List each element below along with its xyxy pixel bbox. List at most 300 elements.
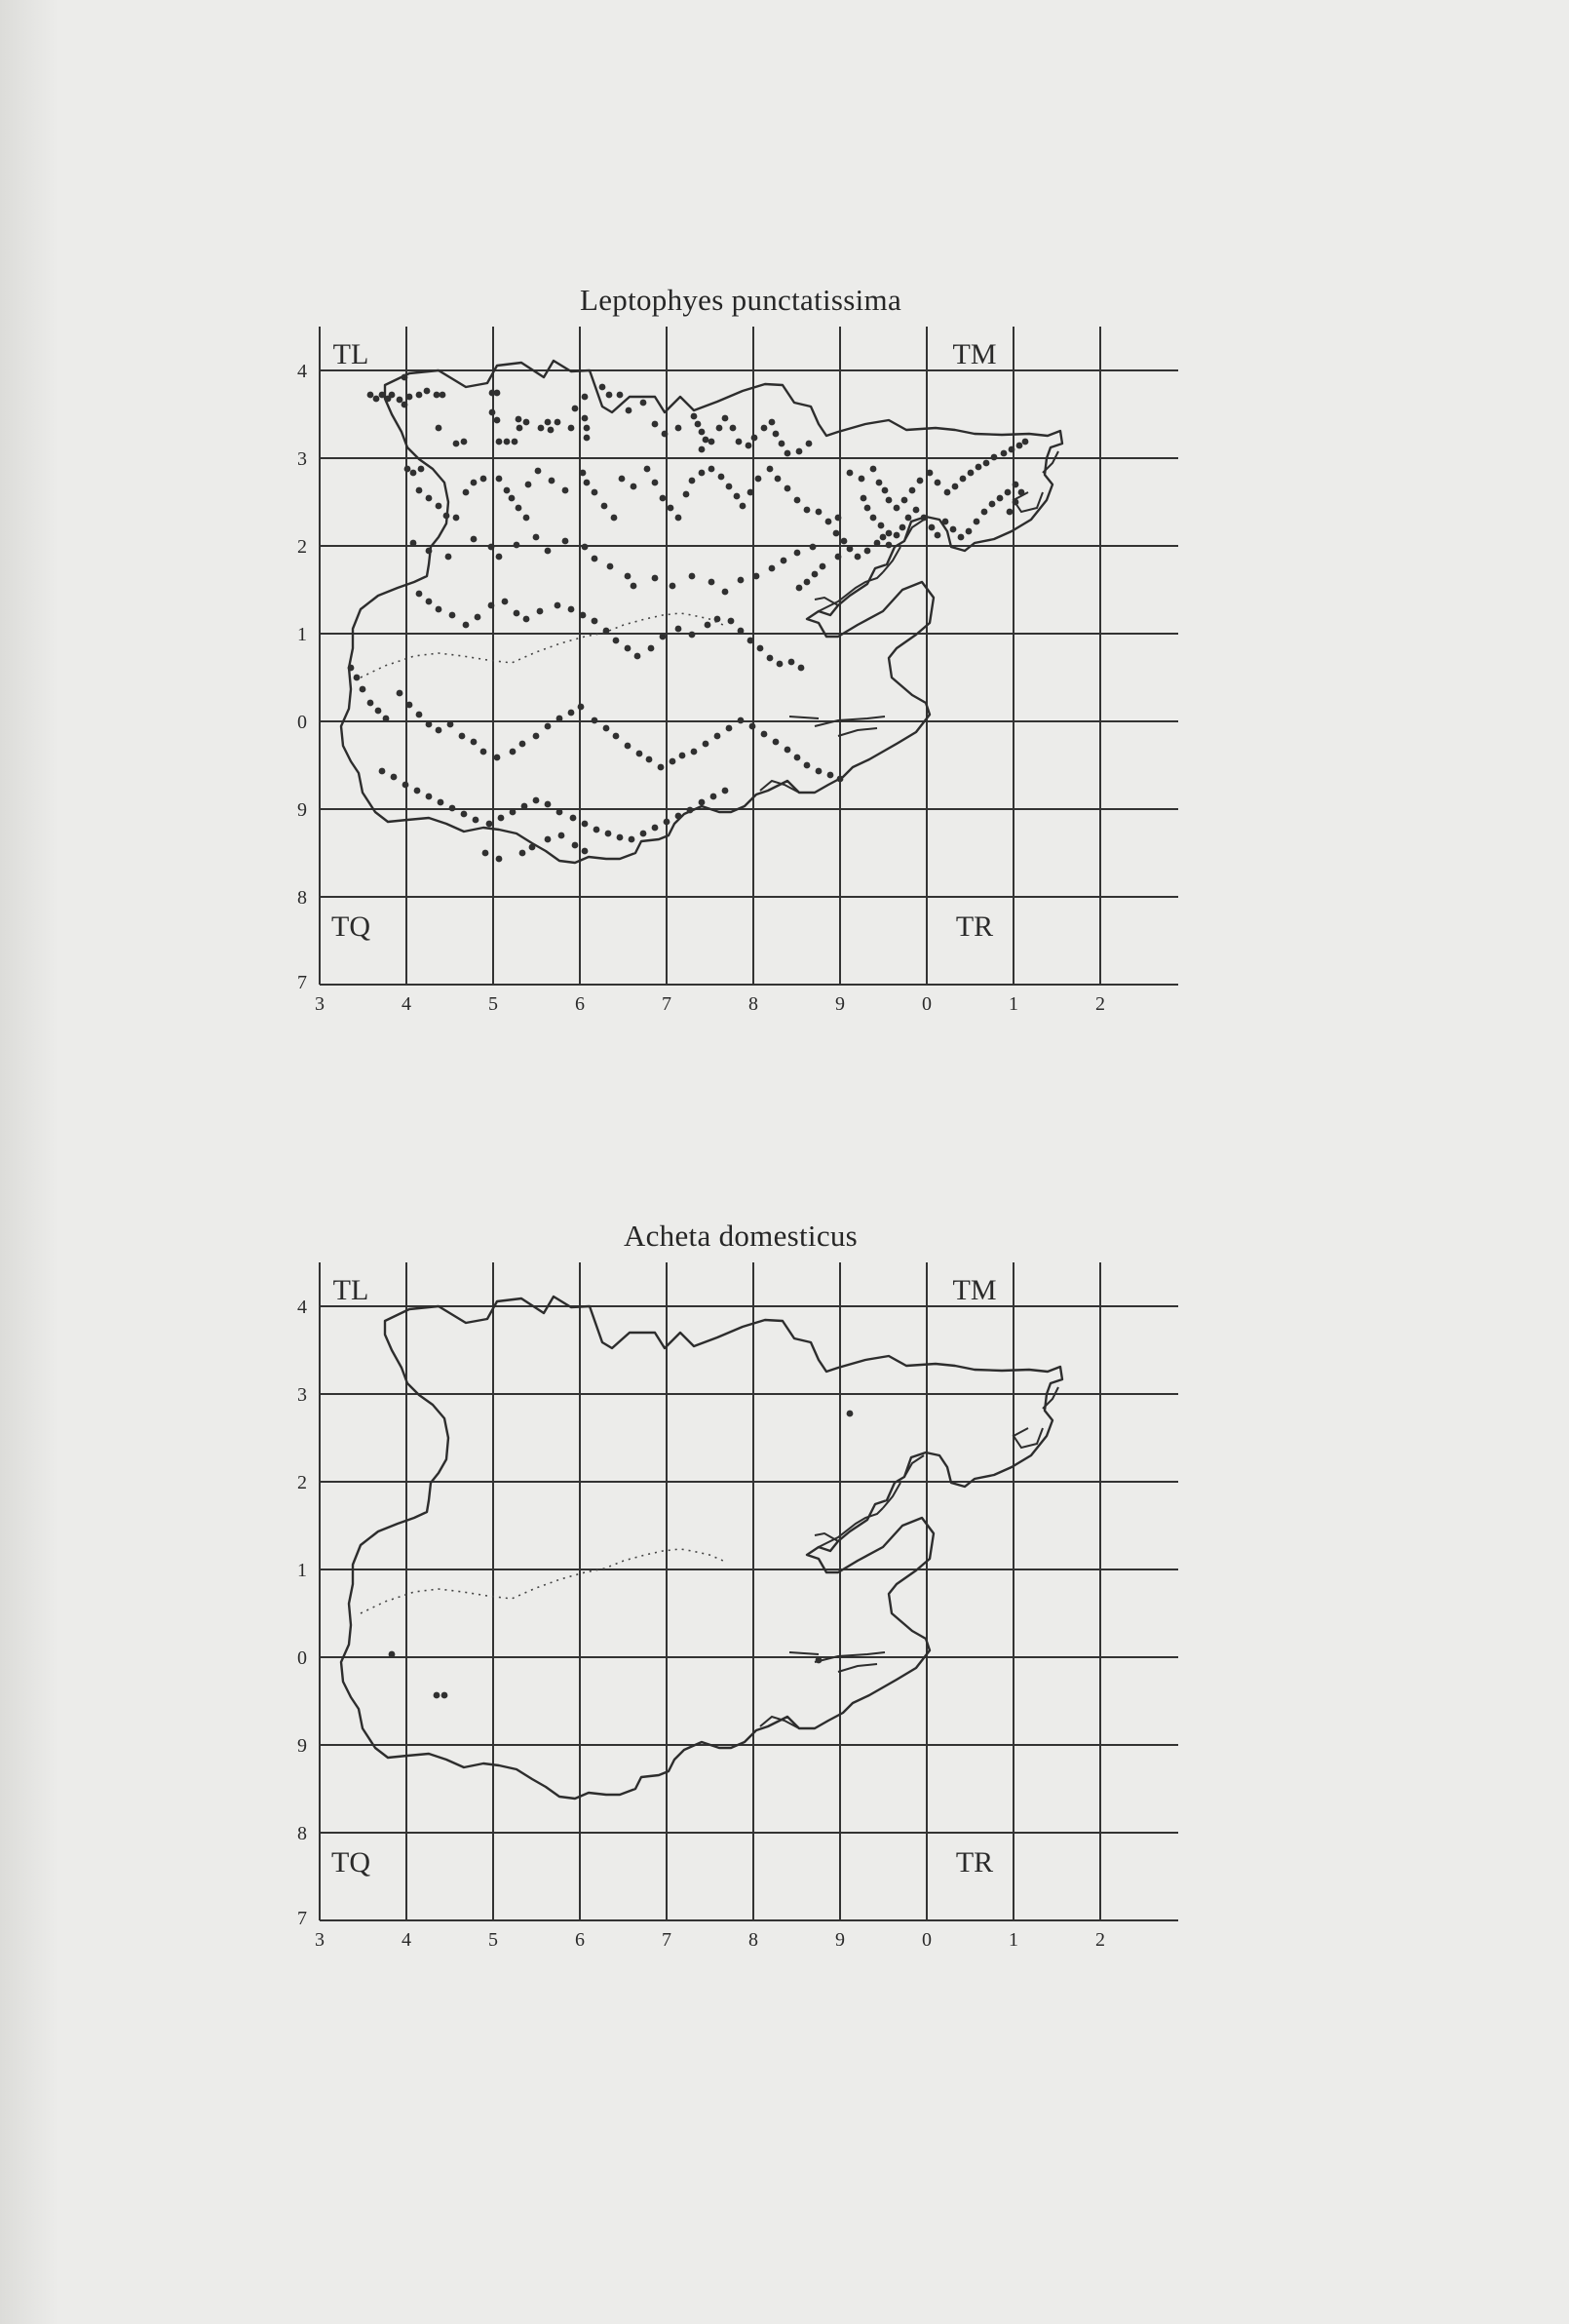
- estuary-line: [838, 728, 877, 736]
- record-dot: [886, 542, 893, 549]
- easting-label: 8: [748, 1929, 758, 1951]
- record-dot: [445, 554, 452, 561]
- record-dot: [379, 392, 386, 399]
- record-dot: [1013, 499, 1019, 506]
- record-dot: [617, 834, 624, 841]
- record-dot: [584, 425, 591, 432]
- record-dot: [504, 487, 511, 494]
- record-dot: [705, 622, 711, 629]
- record-dot: [426, 721, 433, 728]
- record-dot: [757, 645, 764, 652]
- record-dot: [746, 443, 752, 449]
- record-dot: [631, 583, 637, 590]
- record-dot: [777, 661, 784, 668]
- record-dot: [603, 725, 610, 732]
- record-dot: [441, 1692, 448, 1699]
- easting-label: 6: [575, 993, 585, 1015]
- estuary-line: [789, 717, 819, 718]
- record-dot: [738, 577, 745, 584]
- record-dot: [755, 476, 762, 483]
- record-dot: [533, 733, 540, 740]
- record-dot: [874, 540, 881, 547]
- record-dot: [538, 425, 545, 432]
- record-dot: [443, 513, 450, 520]
- record-dot: [572, 406, 579, 412]
- record-dot: [899, 524, 906, 531]
- easting-label: 3: [315, 1929, 325, 1951]
- record-dot: [404, 466, 411, 473]
- record-dot: [958, 534, 965, 541]
- record-dot: [436, 425, 442, 432]
- record-dot: [749, 723, 756, 730]
- record-dot: [625, 645, 631, 652]
- record-dot: [549, 478, 555, 484]
- record-dot: [1009, 446, 1015, 453]
- record-dot: [406, 394, 413, 401]
- record-dot: [691, 749, 698, 755]
- record-dot: [816, 768, 823, 775]
- record-dot: [736, 439, 743, 445]
- record-dot: [402, 782, 409, 789]
- record-dot: [679, 753, 686, 759]
- record-dot: [582, 415, 589, 422]
- record-dot: [648, 645, 655, 652]
- record-dot: [652, 480, 659, 486]
- easting-label: 4: [402, 1929, 411, 1951]
- record-dot: [710, 794, 717, 800]
- record-dot: [670, 758, 676, 765]
- northing-label: 7: [297, 972, 307, 993]
- record-dot: [436, 503, 442, 510]
- record-dot: [927, 470, 934, 477]
- record-dot: [488, 544, 495, 551]
- record-dot: [525, 482, 532, 488]
- record-dot: [726, 484, 733, 490]
- record-dot: [1016, 443, 1023, 449]
- record-dot: [825, 519, 832, 525]
- record-dot: [714, 616, 721, 623]
- record-dot: [529, 844, 536, 851]
- northing-label: 2: [297, 536, 307, 558]
- easting-label: 1: [1009, 1929, 1018, 1951]
- record-dot: [582, 848, 589, 855]
- record-dot: [383, 716, 390, 722]
- record-dot: [880, 534, 887, 541]
- record-dot: [482, 850, 489, 857]
- record-dot: [944, 489, 951, 496]
- map-title: Acheta domesticus: [623, 1219, 859, 1253]
- record-dot: [517, 425, 523, 432]
- record-dot: [781, 558, 787, 564]
- record-dot: [418, 466, 425, 473]
- record-dot: [652, 575, 659, 582]
- record-dot: [354, 675, 361, 681]
- record-dot: [471, 536, 478, 543]
- record-dot: [689, 478, 696, 484]
- record-dot: [625, 743, 631, 750]
- record-dot: [652, 421, 659, 428]
- record-dot: [397, 690, 403, 697]
- record-dot: [708, 466, 715, 473]
- record-dot: [535, 468, 542, 475]
- record-dot: [375, 708, 382, 715]
- record-dot: [416, 591, 423, 598]
- easting-label: 8: [748, 993, 758, 1015]
- record-dot: [488, 602, 495, 609]
- record-dot: [769, 419, 776, 426]
- record-dot: [718, 474, 725, 481]
- record-dot: [613, 638, 620, 644]
- record-dot: [861, 495, 867, 502]
- record-dot: [391, 774, 398, 781]
- record-dot: [545, 801, 552, 808]
- record-dot: [498, 815, 505, 822]
- record-dot: [728, 618, 735, 625]
- record-dot: [562, 538, 569, 545]
- record-dot: [519, 741, 526, 748]
- record-dot: [708, 439, 715, 445]
- record-dot: [886, 497, 893, 504]
- record-dot: [373, 396, 380, 403]
- grid-square-label-sw: TQ: [331, 910, 370, 943]
- record-dot: [779, 441, 785, 447]
- dotted-boundary: [361, 1549, 723, 1613]
- record-dot: [989, 501, 996, 508]
- northing-label: 9: [297, 1735, 307, 1757]
- record-dot: [668, 505, 674, 512]
- record-dot: [640, 831, 647, 837]
- record-dot: [894, 505, 900, 512]
- record-dot: [812, 571, 819, 578]
- record-dot: [935, 532, 941, 539]
- record-dot: [626, 407, 632, 414]
- record-dot: [592, 717, 598, 724]
- northing-label: 8: [297, 1823, 307, 1844]
- record-dot: [1022, 439, 1029, 445]
- record-dot: [582, 544, 589, 551]
- record-dot: [703, 741, 709, 748]
- easting-label: 3: [315, 993, 325, 1015]
- record-dot: [775, 476, 782, 483]
- record-dot: [426, 599, 433, 605]
- record-dot: [859, 476, 865, 483]
- record-dot: [640, 400, 647, 407]
- record-dot: [929, 524, 936, 531]
- record-dot: [767, 655, 774, 662]
- record-dot: [389, 1651, 396, 1658]
- record-dot: [864, 505, 871, 512]
- estuary-line: [838, 1664, 877, 1672]
- record-dot: [835, 554, 842, 561]
- northing-label: 7: [297, 1908, 307, 1929]
- record-dot: [935, 480, 941, 486]
- record-dot: [480, 476, 487, 483]
- record-dot: [512, 439, 518, 445]
- record-dot: [516, 505, 522, 512]
- record-dot: [434, 1692, 440, 1699]
- record-dot: [489, 409, 496, 416]
- easting-label: 7: [662, 993, 671, 1015]
- record-dot: [816, 1657, 823, 1664]
- northing-label: 9: [297, 799, 307, 821]
- record-dot: [804, 579, 811, 586]
- record-dot: [882, 487, 889, 494]
- record-dot: [835, 515, 842, 522]
- record-dot: [687, 807, 694, 814]
- record-dot: [494, 417, 501, 424]
- record-dot: [426, 548, 433, 555]
- record-dot: [1001, 450, 1008, 457]
- record-dot: [367, 700, 374, 707]
- record-dot: [841, 538, 848, 545]
- record-dot: [360, 686, 366, 693]
- easting-label: 6: [575, 1929, 585, 1951]
- record-dot: [966, 528, 973, 535]
- record-dot: [548, 427, 555, 434]
- northing-label: 4: [297, 361, 307, 382]
- record-dot: [555, 419, 561, 426]
- record-dot: [714, 733, 721, 740]
- record-dot: [605, 831, 612, 837]
- record-dot: [722, 589, 729, 596]
- record-dot: [516, 416, 522, 423]
- record-dot: [847, 470, 854, 477]
- record-dot: [367, 392, 374, 399]
- map-title: Leptophyes punctatissima: [579, 283, 902, 317]
- record-dot: [876, 480, 883, 486]
- record-dot: [1013, 482, 1019, 488]
- record-dot: [913, 507, 920, 514]
- easting-label: 2: [1095, 1929, 1105, 1951]
- record-dot: [804, 507, 811, 514]
- record-dot: [603, 628, 610, 635]
- record-dot: [631, 484, 637, 490]
- record-dot: [997, 495, 1004, 502]
- record-dot: [449, 805, 456, 812]
- record-dot: [514, 542, 520, 549]
- record-dot: [625, 573, 631, 580]
- record-dot: [471, 739, 478, 746]
- record-dot: [410, 540, 417, 547]
- record-dot: [784, 450, 791, 457]
- record-dot: [981, 509, 988, 516]
- record-dot: [827, 772, 834, 779]
- record-dot: [670, 583, 676, 590]
- record-dot: [761, 731, 768, 738]
- easting-label: 5: [488, 1929, 498, 1951]
- record-dot: [847, 546, 854, 553]
- record-dot: [580, 612, 587, 619]
- record-dot: [660, 634, 667, 640]
- record-dot: [870, 466, 877, 473]
- record-dot: [592, 489, 598, 496]
- record-dot: [397, 397, 403, 404]
- record-dot: [804, 762, 811, 769]
- record-dot: [568, 710, 575, 717]
- record-dot: [379, 768, 386, 775]
- record-dot: [471, 480, 478, 486]
- record-dot: [570, 815, 577, 822]
- record-dot: [664, 819, 670, 826]
- record-dot: [424, 388, 431, 395]
- record-dot: [806, 441, 813, 447]
- record-dot: [794, 550, 801, 557]
- record-dot: [660, 495, 667, 502]
- record-dot: [463, 489, 470, 496]
- record-dot: [767, 466, 774, 473]
- record-dot: [820, 563, 826, 570]
- record-dot: [716, 425, 723, 432]
- record-dot: [436, 606, 442, 613]
- record-dot: [738, 628, 745, 635]
- record-dot: [634, 653, 641, 660]
- record-dot: [662, 431, 669, 438]
- record-dot: [689, 632, 696, 639]
- record-dot: [798, 665, 805, 672]
- grid-square-label-ne: TM: [952, 1274, 997, 1306]
- record-dot: [416, 487, 423, 494]
- record-dot: [475, 614, 481, 621]
- distribution-map-leptophyes: [292, 283, 1189, 1082]
- record-dot: [983, 460, 990, 467]
- record-dot: [950, 526, 957, 533]
- record-dot: [599, 384, 606, 391]
- easting-label: 0: [922, 1929, 932, 1951]
- record-dot: [438, 799, 444, 806]
- record-dot: [942, 519, 949, 525]
- record-dot: [545, 548, 552, 555]
- record-dot: [738, 717, 745, 724]
- record-dot: [644, 466, 651, 473]
- record-dot: [523, 419, 530, 426]
- record-dot: [974, 519, 980, 525]
- record-dot: [426, 794, 433, 800]
- record-dot: [414, 788, 421, 794]
- record-dot: [878, 523, 885, 529]
- record-dot: [449, 612, 456, 619]
- record-dot: [537, 608, 544, 615]
- record-dot: [1018, 489, 1025, 496]
- record-dot: [747, 489, 754, 496]
- record-dot: [601, 503, 608, 510]
- easting-label: 4: [402, 993, 411, 1015]
- record-dot: [837, 776, 844, 783]
- record-dot: [784, 747, 791, 754]
- grid-square-label-se: TR: [955, 1846, 994, 1879]
- record-dot: [436, 727, 442, 734]
- grid-square-label-nw: TL: [332, 1274, 369, 1306]
- record-dot: [855, 554, 861, 561]
- easting-label: 2: [1095, 993, 1105, 1015]
- record-dot: [722, 415, 729, 422]
- record-dot: [991, 454, 998, 461]
- record-dot: [699, 446, 706, 453]
- record-dot: [886, 530, 893, 537]
- record-dot: [773, 739, 780, 746]
- estuary-line: [819, 572, 883, 611]
- record-dot: [584, 480, 591, 486]
- record-dot: [461, 439, 468, 445]
- record-dot: [440, 392, 446, 399]
- grid-square-label-se: TR: [955, 910, 994, 943]
- record-dot: [416, 712, 423, 718]
- record-dot: [592, 556, 598, 562]
- easting-label: 9: [835, 993, 845, 1015]
- county-outline: [341, 361, 1062, 863]
- record-dot: [675, 626, 682, 633]
- record-dot: [658, 764, 665, 771]
- record-dot: [426, 495, 433, 502]
- easting-label: 9: [835, 1929, 845, 1951]
- northing-label: 1: [297, 624, 307, 645]
- record-dot: [519, 850, 526, 857]
- easting-label: 5: [488, 993, 498, 1015]
- record-dot: [699, 799, 706, 806]
- record-dot: [796, 585, 803, 592]
- record-dot: [509, 495, 516, 502]
- easting-label: 0: [922, 993, 932, 1015]
- northing-label: 2: [297, 1472, 307, 1493]
- grid-square-label-nw: TL: [332, 338, 369, 370]
- record-dot: [459, 733, 466, 740]
- record-dot: [480, 749, 487, 755]
- record-dot: [453, 441, 460, 447]
- record-dot: [847, 1411, 854, 1417]
- record-dot: [402, 402, 408, 408]
- record-dot: [556, 809, 563, 816]
- record-dot: [389, 392, 396, 399]
- record-dot: [773, 431, 780, 438]
- map-canvas: [292, 1262, 1189, 2003]
- record-dot: [494, 390, 501, 397]
- record-dot: [434, 392, 440, 399]
- record-dot: [617, 392, 624, 399]
- grid-square-label-ne: TM: [952, 338, 997, 370]
- easting-label: 7: [662, 1929, 671, 1951]
- record-dot: [572, 842, 579, 849]
- record-dot: [406, 702, 413, 709]
- record-dot: [864, 548, 871, 555]
- record-dot: [611, 515, 618, 522]
- record-dot: [629, 836, 635, 843]
- record-dot: [592, 618, 598, 625]
- record-dot: [784, 485, 791, 492]
- record-dot: [348, 665, 355, 672]
- record-dot: [521, 803, 528, 810]
- record-dot: [473, 817, 479, 824]
- distribution-map-acheta: [292, 1219, 1189, 2018]
- record-dot: [578, 704, 585, 711]
- record-dot: [796, 448, 803, 455]
- record-dot: [794, 497, 801, 504]
- record-dot: [584, 435, 591, 442]
- record-dot: [894, 532, 900, 539]
- record-dot: [751, 435, 758, 442]
- record-dot: [514, 610, 520, 617]
- record-dot: [607, 563, 614, 570]
- record-dot: [496, 856, 503, 863]
- record-dot: [593, 827, 600, 833]
- record-dot: [968, 470, 975, 477]
- record-dot: [722, 788, 729, 794]
- record-dot: [870, 515, 877, 522]
- record-dot: [816, 509, 823, 516]
- record-dot: [555, 602, 561, 609]
- record-dot: [523, 616, 530, 623]
- northing-label: 4: [297, 1297, 307, 1318]
- map-canvas: [292, 327, 1189, 1067]
- record-dot: [510, 749, 517, 755]
